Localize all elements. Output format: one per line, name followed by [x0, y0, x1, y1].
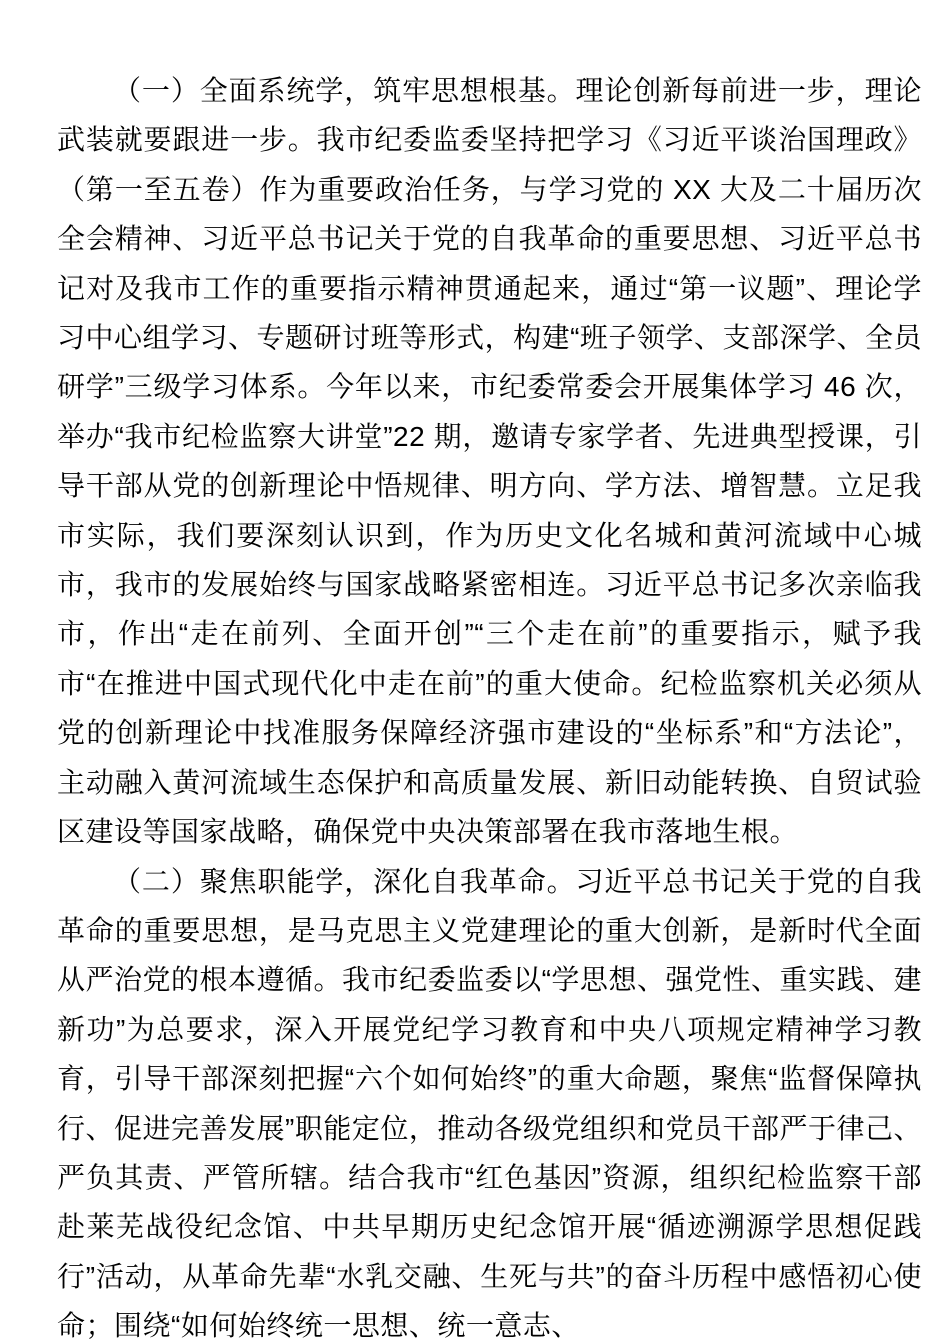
paragraph-focus-on-functions: （二）聚焦职能学，深化自我革命。习近平总书记关于党的自我革命的重要思想，是马克思主义党建理论的重大创新，是新时代全面从严治党的根本遵循。我市纪委监委以“学思想、强党性、重实践、建新功”为总要求，深入开展党纪学习教育和中央八项规定精神学习教育，引导干部深刻把握“六个如何始终”的重大命题，聚焦“监督保障执行、促进完善发展”职能定位，推动各级党组织和党员干部严于律己、严负其责、严管所辖。结合我市“红色基因”资源，组织纪检监察干部赴莱芜战役纪念馆、中共早期历史纪念馆开展“循迹溯源学思想促践行”活动，从革命先辈“水乳交融、生死与共”的奋斗历程中感悟初心使命；围绕“如何始终统一思想、统一意志、 — [57, 865, 922, 1342]
paragraph-study-comprehensively: （一）全面系统学，筑牢思想根基。理论创新每前进一步，理论武装就要跟进一步。我市纪委监委坚持把学习《习近平谈治国理政》（第一至五卷）作为重要政治任务，与学习党的 XX 大及二十届历次全会精神、习近平总书记关于党的自我革命的重要思想、习近平总书记对及我市工作的重要指示精神贯通起来，通过“第一议题”、理论学习中心组学习、专题研讨班等形式，构建“班子领学、支部深学、全员研学”三级学习体系。今年以来，市纪委常委会开展集体学习 46 次，举办“我市纪检监察大讲堂”22 期，邀请专家学者、先进典型授课，引导干部从党的创新理论中悟规律、明方向、学方法、增智慧。立足我市实际，我们要深刻认识到，作为历史文化名城和黄河流域中心城市，我市的发展始终与国家战略紧密相连。习近平总书记多次亲临我市，作出“走在前列、全面开创”“三个走在前”的重要指示，赋予我市“在推进中国式现代化中走在前”的重大使命。纪检监察机关必须从党的创新理论中找准服务保障经济强市建设的“坐标系”和“方法论”，主动融入黄河流域生态保护和高质量发展、新旧动能转换、自贸试验区建设等国家战略，确保党中央决策部署在我市落地生根。 — [57, 75, 922, 848]
